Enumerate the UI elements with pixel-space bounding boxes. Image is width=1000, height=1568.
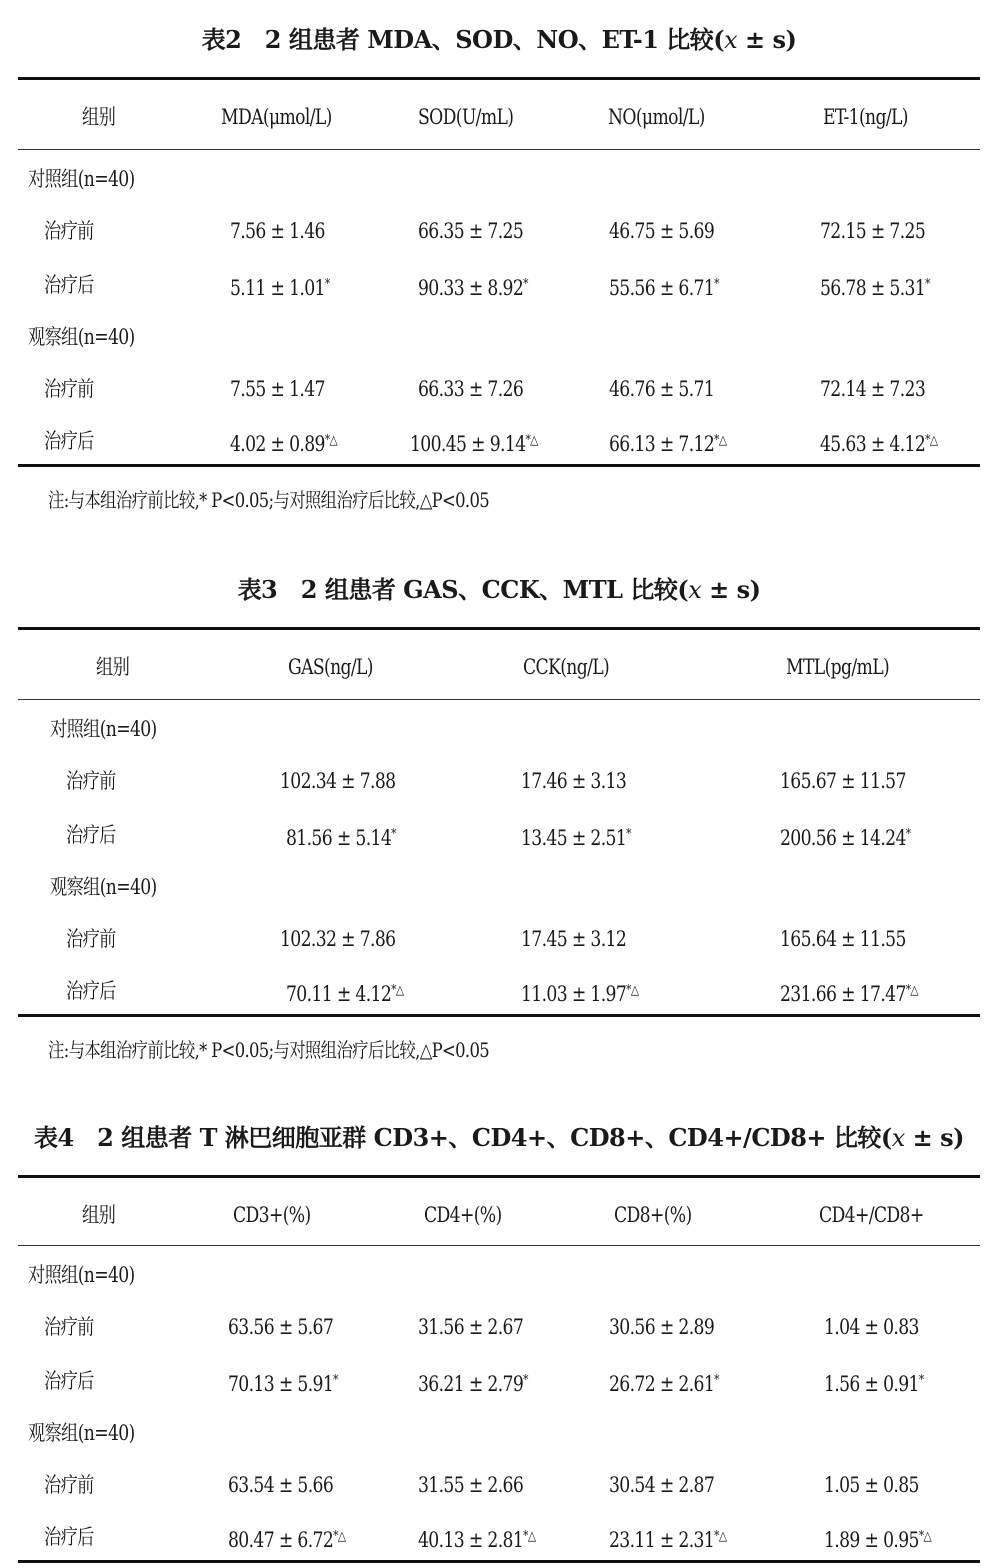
table-2-caption: 表2 2 组患者 MDA、SOD、NO、ET-1 比较(x ± s) [201,25,797,54]
table-cell: 46.75 ± 5.69 [609,219,715,243]
table-4-header-row [18,1188,980,1242]
table-cell: 17.46 ± 3.13 [521,769,627,793]
table-cell: 40.13 ± 2.81*△ [418,1528,536,1552]
table-3-caption: 表3 2 组患者 GAS、CCK、MTL 比较(x ± s) [237,575,761,604]
header-group: 组别 [82,105,116,129]
table-row [18,754,980,808]
header-col1: GAS(ng/L) [288,655,373,679]
table-cell: 1.89 ± 0.95*△ [824,1528,932,1552]
table-cell: 11.03 ± 1.97*△ [521,982,639,1006]
table-2-top-rule [18,77,980,80]
table-cell: 7.55 ± 1.47 [230,377,325,401]
table-cell: 13.45 ± 2.51* [521,826,631,850]
table-cell: 81.56 ± 5.14* [286,826,396,850]
table-cell: 102.34 ± 7.88 [280,769,396,793]
header-group: 组别 [82,1203,116,1227]
header-col3: NO(μmol/L) [608,105,705,129]
table-4-header-rule [18,1245,980,1246]
row-label: 治疗后 [44,273,94,297]
table-cell: 165.64 ± 11.55 [780,927,906,951]
header-col3: CD8+(%) [614,1203,692,1227]
table-row [18,912,980,966]
table-row [18,152,980,206]
row-label: 治疗前 [66,927,116,951]
table-4-top-rule [18,1175,980,1178]
table-cell: 23.11 ± 2.31*△ [609,1528,727,1552]
table-cell: 55.56 ± 6.71* [609,276,719,300]
header-col3: MTL(pg/mL) [786,655,890,679]
table-cell: 1.56 ± 0.91* [824,1372,924,1396]
row-label: 治疗后 [44,1369,94,1393]
table-cell: 72.14 ± 7.23 [820,377,926,401]
table-cell: 56.78 ± 5.31* [820,276,930,300]
table-cell: 63.54 ± 5.66 [228,1473,334,1497]
table-cell: 30.56 ± 2.89 [609,1315,715,1339]
table-row [18,310,980,364]
table-row [18,1406,980,1460]
row-label: 治疗前 [44,1315,94,1339]
table-3-top-rule [18,627,980,630]
table-cell: 5.11 ± 1.01* [230,276,330,300]
table-cell: 17.45 ± 3.12 [521,927,627,951]
table-row [18,702,980,756]
table-row [18,964,980,1018]
table-row [18,204,980,258]
header-col2: CCK(ng/L) [523,655,610,679]
group-label: 观察组(n=40) [28,1421,135,1445]
table-cell: 63.56 ± 5.67 [228,1315,334,1339]
header-col4: ET-1(ng/L) [823,105,908,129]
table-cell: 45.63 ± 4.12*△ [820,432,938,456]
table-cell: 36.21 ± 2.79* [418,1372,528,1396]
group-label: 对照组(n=40) [28,1263,135,1287]
row-label: 治疗前 [66,769,116,793]
table-row [18,1354,980,1408]
table-cell: 70.13 ± 5.91* [228,1372,338,1396]
table-cell: 100.45 ± 9.14*△ [410,432,538,456]
header-col1: MDA(μmol/L) [221,105,332,129]
table-row [18,1300,980,1354]
group-label: 对照组(n=40) [28,167,135,191]
header-group: 组别 [96,655,130,679]
table-row [18,362,980,416]
table-row [18,1248,980,1302]
row-label: 治疗后 [66,979,116,1003]
table-2-header-rule [18,149,980,150]
table-cell: 31.55 ± 2.66 [418,1473,524,1497]
table-cell: 66.13 ± 7.12*△ [609,432,727,456]
table-cell: 70.11 ± 4.12*△ [286,982,404,1006]
table-3-header-row [18,640,980,694]
table-cell: 165.67 ± 11.57 [780,769,906,793]
table-cell: 46.76 ± 5.71 [609,377,715,401]
table-cell: 31.56 ± 2.67 [418,1315,524,1339]
table-cell: 90.33 ± 8.92* [418,276,528,300]
table-2 [18,0,980,520]
table-cell: 102.32 ± 7.86 [280,927,396,951]
table-cell: 66.33 ± 7.26 [418,377,524,401]
table-3-header-rule [18,699,980,700]
table-4-bottom-rule [18,1560,980,1563]
group-label: 观察组(n=40) [50,875,157,899]
table-cell: 231.66 ± 17.47*△ [780,982,918,1006]
table-cell: 72.15 ± 7.25 [820,219,926,243]
table-cell: 1.04 ± 0.83 [824,1315,919,1339]
table-cell: 66.35 ± 7.25 [418,219,524,243]
table-cell: 1.05 ± 0.85 [824,1473,919,1497]
group-label: 观察组(n=40) [28,325,135,349]
table-row [18,860,980,914]
header-col4: CD4+/CD8+ [819,1203,924,1227]
table-row [18,258,980,312]
table-row [18,1510,980,1564]
table-cell: 30.54 ± 2.87 [609,1473,715,1497]
table-row [18,414,980,468]
table-row [18,808,980,862]
row-label: 治疗前 [44,377,94,401]
table-cell: 26.72 ± 2.61* [609,1372,719,1396]
table-cell: 7.56 ± 1.46 [230,219,325,243]
row-label: 治疗后 [44,429,94,453]
row-label: 治疗后 [44,1525,94,1549]
group-label: 对照组(n=40) [50,717,157,741]
table-4-caption: 表4 2 组患者 T 淋巴细胞亚群 CD3+、CD4+、CD8+、CD4+/CD8+ 比较(x ± s) [33,1123,964,1152]
table-row [18,1458,980,1512]
header-col1: CD3+(%) [233,1203,311,1227]
header-col2: SOD(U/mL) [418,105,514,129]
row-label: 治疗后 [66,823,116,847]
header-col2: CD4+(%) [424,1203,502,1227]
table-2-header-row [18,90,980,144]
table-cell: 80.47 ± 6.72*△ [228,1528,346,1552]
table-3 [18,550,980,1070]
table-2-bottom-rule [18,464,980,467]
row-label: 治疗前 [44,1473,94,1497]
row-label: 治疗前 [44,219,94,243]
table-4 [18,1098,980,1564]
table-2-note: 注:与本组治疗前比较,* P<0.05;与对照组治疗后比较,△P<0.05 [48,488,490,512]
table-cell: 4.02 ± 0.89*△ [230,432,338,456]
table-cell: 200.56 ± 14.24* [780,826,911,850]
table-3-note: 注:与本组治疗前比较,* P<0.05;与对照组治疗后比较,△P<0.05 [48,1038,490,1062]
table-3-bottom-rule [18,1014,980,1017]
